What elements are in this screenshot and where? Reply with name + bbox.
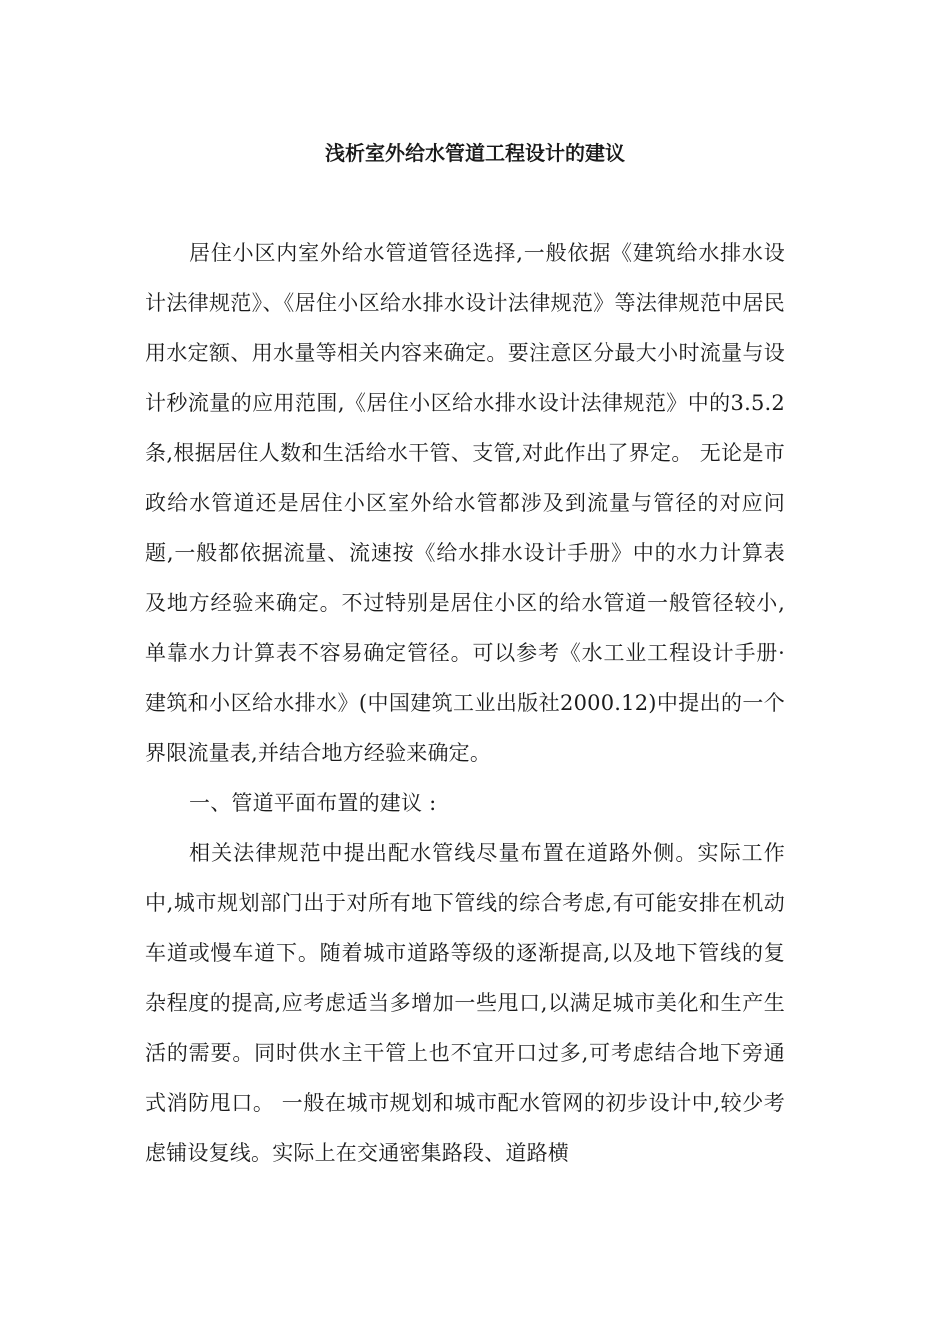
paragraph-pipe-layout: 相关法律规范中提出配水管线尽量布置在道路外侧。实际工作中,城市规划部门出于对所有地下管线的综合考虑,有可能安排在机动车道或慢车道下。随着城市道路等级的逐渐提高,以及地下管线的复杂程度的提高,应考虑适当多增加一些甩口,以满足城市美化和生产生活的需要。同时供水主干管上也不宜开口过多,可考虑结合地下旁通式消防甩口。 一般在城市规划和城市配水管网的初步设计中,较少考虑铺设复线。实际上在交通密集路段、道路横	[145, 841, 785, 1165]
document-title: 浅析室外给水管道工程设计的建议	[325, 141, 625, 165]
document-body	[145, 228, 785, 1178]
paragraph-intro: 居住小区内室外给水管道管径选择,一般依据《建筑给水排水设计法律规范》、《居住小区给水排水设计法律规范》等法律规范中居民用水定额、用水量等相关内容来确定。要注意区分最大小时流量与设计秒流量的应用范围,《居住小区给水排水设计法律规范》中的3.5.2条,根据居住人数和生活给水干管、支管,对此作出了界定。 无论是市政给水管道还是居住小区室外给水管都涉及到流量与管径的对应问题,一般都依据流量、流速按《给水排水设计手册》中的水力计算表及地方经验来确定。不过特别是居住小区的给水管道一般管径较小,单靠水力计算表不容易确定管径。可以参考《水工业工程设计手册·建筑和小区给水排水》(中国建筑工业出版社2000.12)中提出的一个界限流量表,并结合地方经验来确定。	[145, 241, 785, 765]
section-heading-pipe-layout: 一、管道平面布置的建议 :	[189, 791, 437, 815]
